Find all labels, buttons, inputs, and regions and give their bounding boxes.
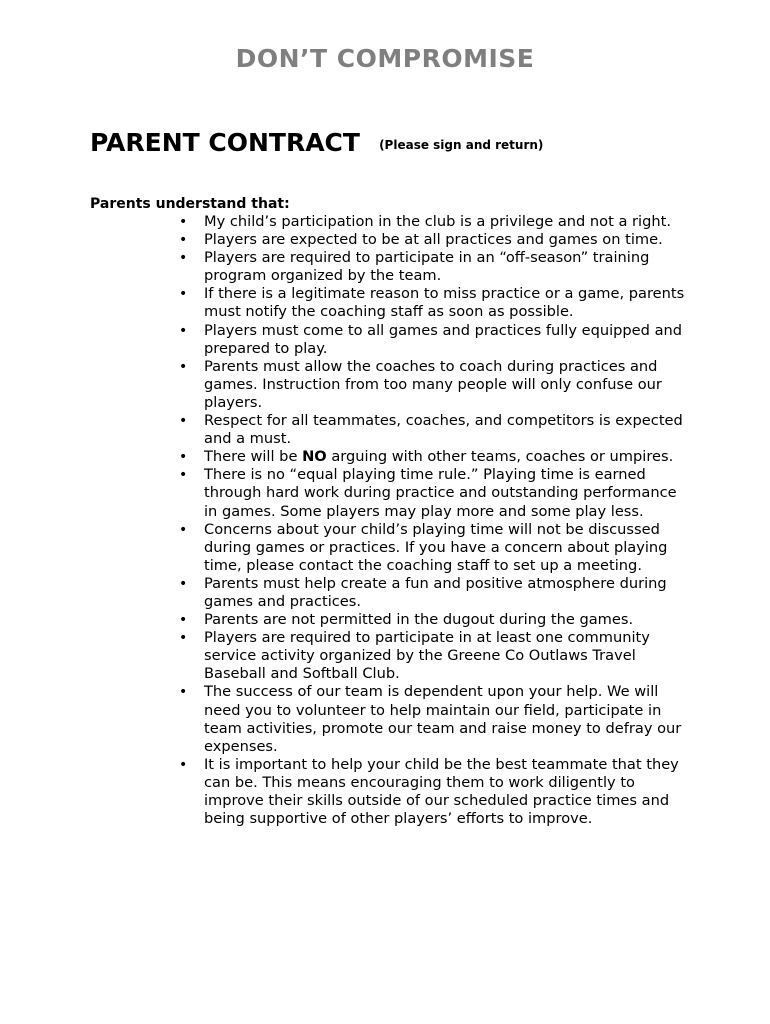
bullet-icon: • xyxy=(179,684,188,701)
bullet-icon: • xyxy=(179,630,188,647)
item-text: Respect for all teammates, coaches, and competitors is expected and a must. xyxy=(204,412,683,448)
bullet-icon: • xyxy=(179,756,188,773)
list-item xyxy=(176,213,691,231)
item-text: Players are required to participate in at least one community service activity organized by the Greene Co Outlaws Travel Baseball and Softball Club. xyxy=(204,629,650,683)
item-text: If there is a legitimate reason to miss practice or a game, parents must notify the coaching staff as soon as possible. xyxy=(204,285,685,321)
item-text-post: arguing with other teams, coaches or umpires. xyxy=(326,448,674,466)
item-text: The success of our team is dependent upon your help. We will need you to volunteer to help maintain our field, participate in team activities, promote our team and raise money to defray our expenses. xyxy=(204,683,682,755)
item-text: Parents are not permitted in the dugout during the games. xyxy=(204,611,634,629)
bullet-icon: • xyxy=(179,250,188,267)
item-text: There is no “equal playing time rule.” Playing time is earned through hard work during practice and outstanding performance in games. Some players may play more and some play less. xyxy=(204,466,677,520)
bullet-icon: • xyxy=(179,232,188,249)
item-text: Players are required to participate in an “off-season” training program organized by the team. xyxy=(204,249,650,285)
list-item xyxy=(176,322,691,358)
item-text: My child’s participation in the club is a privilege and not a right. xyxy=(204,213,671,230)
list-item xyxy=(176,231,691,249)
item-text: Concerns about your child’s playing time will not be discussed during games or practices. If you have a concern about playing time, please contact the coaching staff to set up a meeting. xyxy=(204,520,668,574)
list-item xyxy=(176,629,691,683)
list-item xyxy=(176,521,691,575)
list-item xyxy=(176,249,691,285)
item-text-pre: There will be xyxy=(204,448,303,466)
list-item xyxy=(176,575,691,611)
list-item xyxy=(176,448,691,466)
item-text: It is important to help your child be the best teammate that they can be. This means encouraging them to work diligently to improve their skills outside of our scheduled practice times and being supportive of other players’ efforts to improve. xyxy=(204,755,679,828)
banner-heading: DON’T COMPROMISE xyxy=(235,44,535,73)
bullet-icon: • xyxy=(179,286,188,303)
list-item xyxy=(176,611,691,629)
list-item xyxy=(176,683,691,755)
rules-list xyxy=(176,213,691,828)
contract-title: PARENT CONTRACT xyxy=(90,128,360,157)
list-item xyxy=(176,466,691,520)
list-item xyxy=(176,756,691,828)
bullet-icon: • xyxy=(179,575,188,592)
item-text: Parents must help create a fun and positive atmosphere during games and practices. xyxy=(204,574,667,610)
list-item xyxy=(176,285,691,321)
contract-subtitle: (Please sign and return) xyxy=(379,138,544,152)
item-text: Parents must allow the coaches to coach during practices and games. Instruction from too many people will only confuse our players. xyxy=(204,357,662,411)
bullet-icon: • xyxy=(179,413,188,430)
bullet-icon: • xyxy=(179,322,188,339)
bullet-icon: • xyxy=(179,467,188,484)
bullet-icon: • xyxy=(179,214,188,230)
bullet-icon: • xyxy=(179,358,188,375)
bullet-icon: • xyxy=(179,612,188,629)
bullet-icon: • xyxy=(179,521,188,538)
item-text: Players must come to all games and practices fully equipped and prepared to play. xyxy=(204,321,683,357)
bullet-icon: • xyxy=(179,449,188,466)
title-row xyxy=(90,128,543,157)
intro-line: Parents understand that: xyxy=(90,196,290,212)
list-item xyxy=(176,412,691,448)
emphasis-no: NO xyxy=(302,448,327,466)
list-item xyxy=(176,358,691,412)
item-text: Players are expected to be at all practices and games on time. xyxy=(204,231,663,249)
